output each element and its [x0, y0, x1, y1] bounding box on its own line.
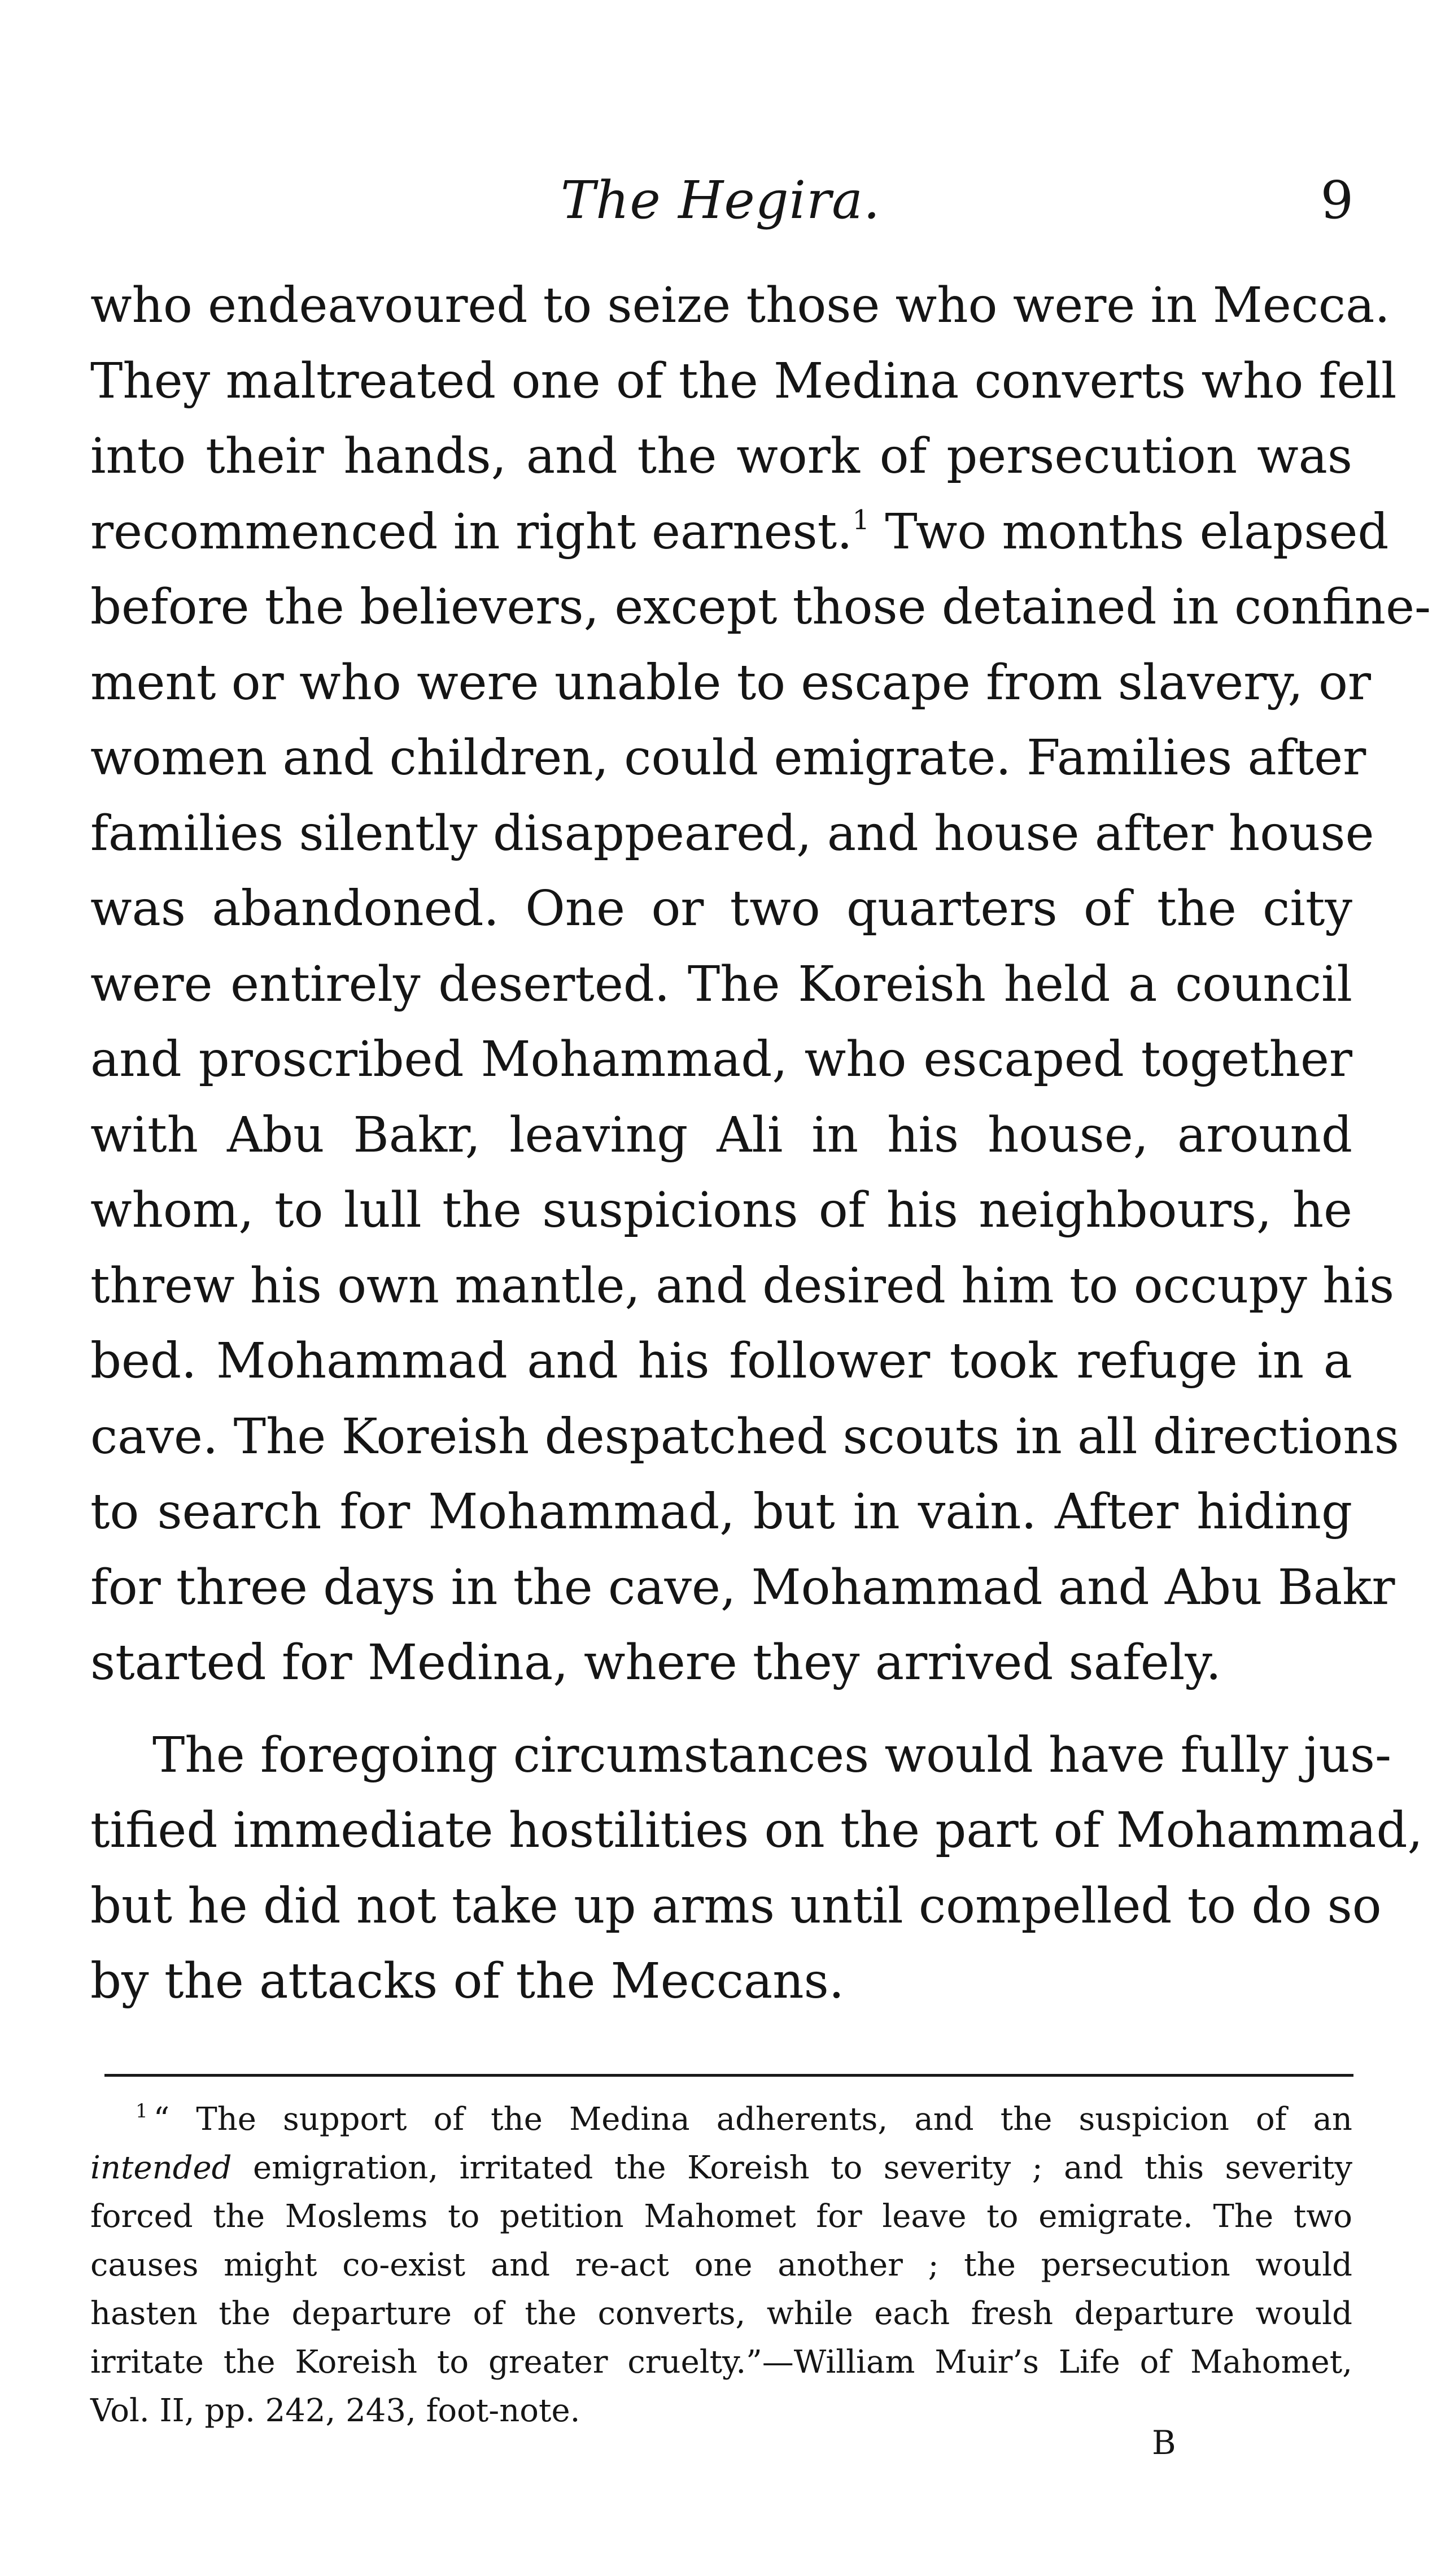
italic-word: intended	[90, 2150, 232, 2186]
text-line: threw his own mantle, and desired him to occupy his	[90, 1257, 1395, 1314]
footnote-separator-rule	[104, 2074, 1353, 2077]
text-fragment: recommenced in right earnest.	[90, 503, 853, 560]
footnote-line: causes might co-exist and re-act one another ; the persecution would	[90, 2247, 1352, 2283]
footnote	[90, 2095, 1352, 2435]
text-line: whom, to lull the suspicions of his neighbours, he	[90, 1182, 1352, 1239]
running-title: The Hegira.	[560, 170, 881, 230]
text-line: who endeavoured to seize those who were in Mecca.	[90, 277, 1390, 334]
text-fragment: “ The support of the Medina adherents, and the suspicion of an	[153, 2101, 1352, 2138]
text-line: tified immediate hostilities on the part of Mohammad,	[90, 1802, 1423, 1859]
paragraph-1	[90, 268, 1431, 1701]
text-line: bed. Mohammad and his follower took refuge in a	[90, 1333, 1352, 1389]
text-line-with-footnote-ref	[90, 495, 1389, 570]
text-line: into their hands, and the work of persecution was	[90, 428, 1352, 485]
footnote-line: hasten the departure of the converts, while each fresh departure would	[90, 2295, 1352, 2332]
text-line: ment or who were unable to escape from slavery, or	[90, 654, 1371, 711]
text-line: for three days in the cave, Mohammad and Abu Bakr	[90, 1559, 1395, 1616]
paragraph-2	[90, 1718, 1423, 2020]
text-line: before the believers, except those detained in confine-	[90, 579, 1431, 635]
text-line: cave. The Koreish despatched scouts in all directions	[90, 1408, 1399, 1465]
text-line: but he did not take up arms until compelled to do so	[90, 1877, 1382, 1934]
text-fragment: Two months elapsed	[870, 503, 1389, 560]
footnote-line	[90, 2095, 1352, 2144]
text-line: families silently disappeared, and house after house	[90, 805, 1374, 862]
text-line: women and children, could emigrate. Families after	[90, 730, 1366, 786]
text-line: They maltreated one of the Medina converts who fell	[90, 352, 1397, 409]
footnote-line: irritate the Koreish to greater cruelty.”—William Muir’s Life of Mahomet,	[90, 2344, 1352, 2381]
text-line: The foregoing circumstances would have fully jus-	[152, 1727, 1392, 1784]
text-line: started for Medina, where they arrived safely.	[90, 1634, 1221, 1691]
text-line: by the attacks of the Meccans.	[90, 1953, 845, 2010]
footnote-line: forced the Moslems to petition Mahomet for leave to emigrate. The two	[90, 2198, 1352, 2235]
page-number: 9	[1320, 170, 1353, 230]
text-line: were entirely deserted. The Koreish held a council	[90, 956, 1352, 1013]
footnote-line	[90, 2144, 1352, 2193]
footnote-number: 1	[136, 2100, 148, 2122]
footnote-reference[interactable]: 1	[852, 504, 870, 536]
text-fragment: emigration, irritated the Koreish to severity ; and this severity	[232, 2150, 1352, 2186]
body-text	[90, 268, 1431, 2020]
text-line: and proscribed Mohammad, who escaped together	[90, 1031, 1352, 1088]
text-line: to search for Mohammad, but in vain. After hiding	[90, 1484, 1352, 1540]
footnote-line: Vol. II, pp. 242, 243, foot-note.	[90, 2392, 580, 2429]
text-line: was abandoned. One or two quarters of the city	[90, 881, 1352, 937]
text-line: with Abu Bakr, leaving Ali in his house, around	[90, 1106, 1352, 1163]
signature-mark: B	[1152, 2424, 1176, 2462]
